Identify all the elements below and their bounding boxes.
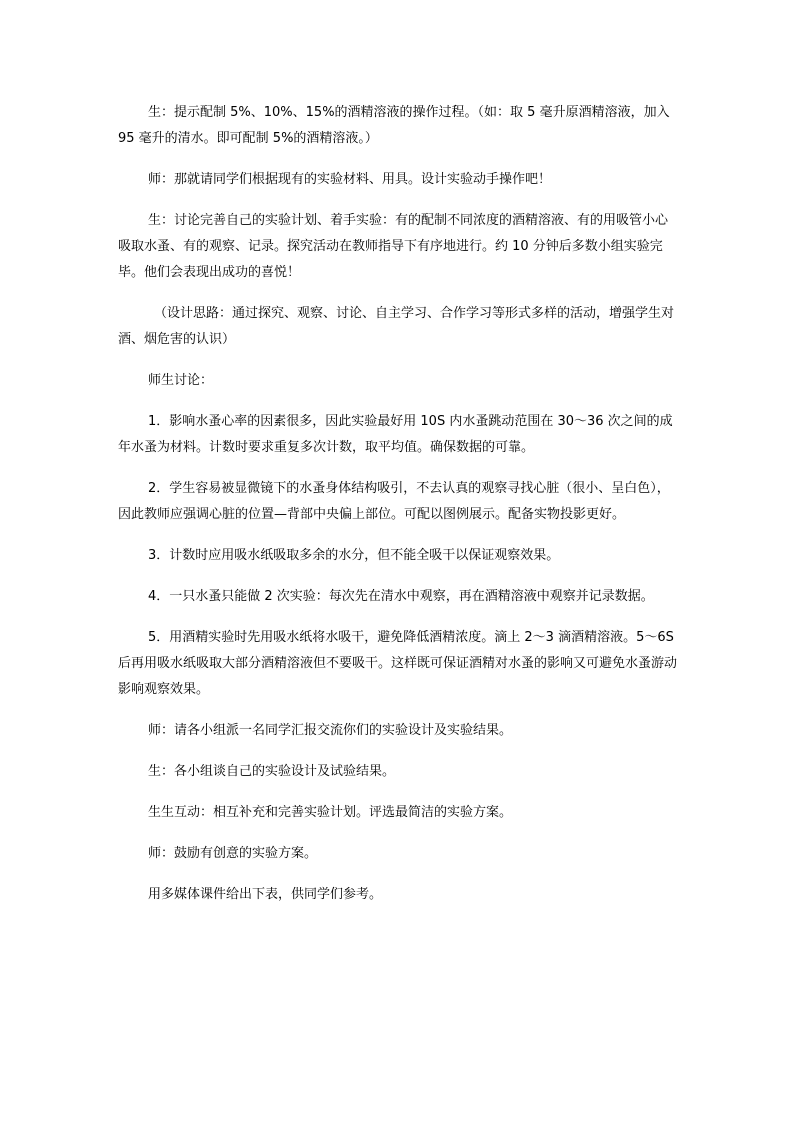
paragraph-teacher-instruction: 师：那就请同学们根据现有的实验材料、用具。设计实验动手操作吧！ [148,172,552,187]
paragraph-teacher-encourage: 师：鼓励有创意的实验方案。 [148,846,318,861]
paragraph-point-4: 4．一只水蚤只能做 2 次实验：每次先在清水中观察，再在酒精溶液中观察并记录数据。 [148,589,654,604]
paragraph-peer-interaction: 生生互动：相互补充和完善实验计划。评选最简洁的实验方案。 [148,805,513,820]
paragraph-point-2: 2．学生容易被显微镜下的水蚤身体结构吸引，不去认真的观察寻找心脏（很小、呈白色），因此教师应强调心脏的位置—背部中央偏上部位。可配以图例展示。配备实物投影更好。 [118,481,670,522]
paragraph-student-report: 生：各小组谈自己的实验设计及试验结果。 [148,764,396,779]
paragraph-point-1: 1．影响水蚤心率的因素很多，因此实验最好用 10S 内水蚤跳动范围在 30～36 次之间的成年水蚤为材料。计数时要求重复多次计数，取平均值。确保数据的可靠。 [118,414,673,455]
paragraph-design-note: （设计思路：通过探究、观察、讨论、自主学习、合作学习等形式多样的活动，增强学生对酒、烟危害的认识） [118,306,675,347]
paragraph-point-3: 3．计数时应用吸水纸吸取多余的水分，但不能全吸干以保证观察效果。 [148,548,560,563]
paragraph-teacher-report: 师：请各小组派一名同学汇报交流你们的实验设计及实验结果。 [148,723,513,738]
paragraph-multimedia-table: 用多媒体课件给出下表，供同学们参考。 [148,887,383,902]
paragraph-point-5: 5．用酒精实验时先用吸水纸将水吸干，避免降低酒精浓度。滴上 2～3 滴酒精溶液。5～6S 后再用吸水纸吸取大部分酒精溶液但不要吸干。这样既可保证酒精对水蚤的影响又可避免水蚤游动影响观察效果。 [118,630,678,697]
document-body [118,100,678,923]
paragraph-student-experiment: 生：讨论完善自己的实验计划、着手实验：有的配制不同浓度的酒精溶液、有的用吸管小心吸取水蚤、有的观察、记录。探究活动在教师指导下有序地进行。约 10 分钟后多数小组实验完毕。他们会表现出成功的喜悦！ [118,213,669,280]
paragraph-student-prompt: 生：提示配制 5%、10%、15%的酒精溶液的操作过程。（如：取 5 毫升原酒精溶液，加入 95 毫升的清水。即可配制 5%的酒精溶液。） [118,105,670,146]
paragraph-discussion-heading: 师生讨论： [148,373,214,388]
